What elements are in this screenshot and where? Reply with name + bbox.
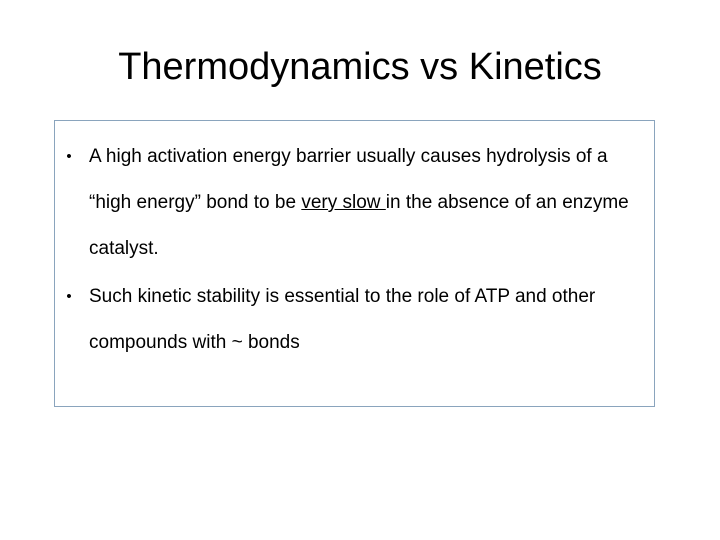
content-placeholder <box>54 120 655 407</box>
bullet-icon: • <box>66 148 72 165</box>
slide-title: Thermodynamics vs Kinetics <box>118 46 602 88</box>
bullet-icon: • <box>66 288 72 305</box>
bullet-text-after: in the absence of an enzyme catalyst. <box>89 192 629 259</box>
bullet-item-activation-energy <box>55 134 655 272</box>
bullet-text: Such kinetic stability is essential to the role of ATP and other compounds with ~ bonds <box>89 286 596 353</box>
bullet-text-underlined: very slow <box>301 192 386 213</box>
bullet-list <box>55 134 655 368</box>
bullet-text-before: A high activation energy barrier usually causes hydrolysis of a “high energy” bond to be <box>89 146 608 213</box>
bullet-item-kinetic-stability <box>55 274 655 366</box>
